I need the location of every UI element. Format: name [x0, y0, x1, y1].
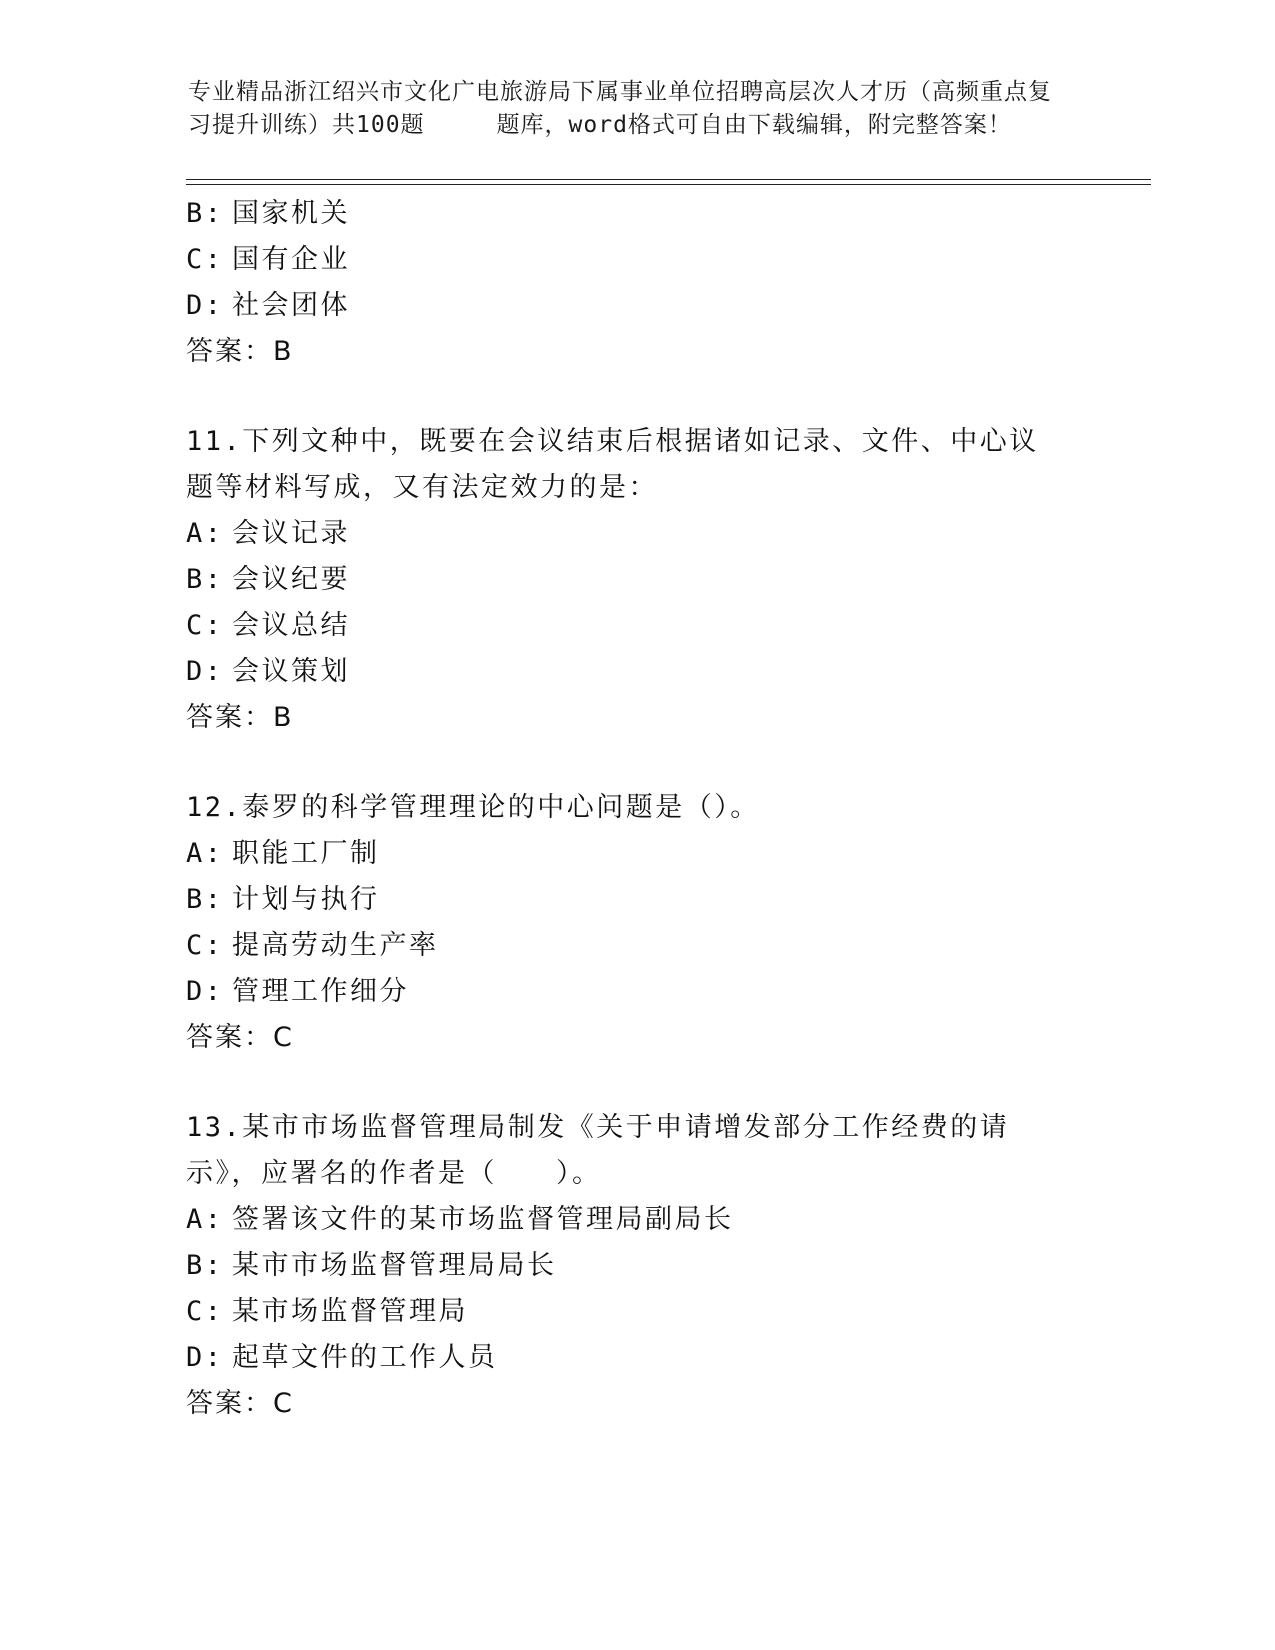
- question-list: [186, 191, 1086, 1427]
- option-d: [186, 649, 1086, 695]
- option-letter: B:: [186, 564, 224, 595]
- option-letter: D:: [186, 976, 224, 1007]
- option-a: [186, 831, 1086, 877]
- option-d: [186, 1335, 1086, 1381]
- option-d: [186, 969, 1086, 1015]
- answer-line: 答案：C: [186, 1022, 294, 1053]
- page-header: [188, 76, 1088, 142]
- header-line-2b: 题库，word格式可自由下载编辑，附完整答案！: [496, 112, 1012, 138]
- question-text: 11.下列文种中，既要在会议结束后根据诸如记录、文件、中心议题等材料写成，又有法定效力的是：: [186, 426, 1039, 503]
- question-10-tail: [186, 191, 1086, 375]
- option-b: [186, 191, 1086, 237]
- option-letter: B:: [186, 1250, 224, 1281]
- spacer: [186, 1061, 1086, 1105]
- question-11: [186, 419, 1086, 741]
- option-letter: A:: [186, 518, 224, 549]
- option-text: 会议策划: [232, 656, 350, 687]
- answer-line: 答案：B: [186, 702, 294, 733]
- option-text: 会议纪要: [232, 564, 350, 595]
- option-letter: A:: [186, 1204, 224, 1235]
- option-text: 提高劳动生产率: [232, 930, 439, 961]
- option-text: 职能工厂制: [232, 838, 380, 869]
- option-d: [186, 283, 1086, 329]
- option-c: [186, 923, 1086, 969]
- question-13: [186, 1105, 1086, 1427]
- option-text: 起草文件的工作人员: [232, 1342, 498, 1373]
- answer-line: 答案：B: [186, 336, 294, 367]
- option-letter: B:: [186, 198, 224, 229]
- header-rule-bottom: [186, 184, 1151, 185]
- option-text: 会议总结: [232, 610, 350, 641]
- option-text: 社会团体: [232, 290, 350, 321]
- option-letter: C:: [186, 610, 224, 641]
- option-a: [186, 511, 1086, 557]
- header-line-2a: 习提升训练）共100题: [188, 112, 425, 138]
- option-text: 会议记录: [232, 518, 350, 549]
- option-c: [186, 603, 1086, 649]
- question-12: [186, 785, 1086, 1061]
- option-letter: D:: [186, 290, 224, 321]
- spacer: [186, 741, 1086, 785]
- option-letter: D:: [186, 1342, 224, 1373]
- option-text: 国有企业: [232, 244, 350, 275]
- option-c: [186, 1289, 1086, 1335]
- option-b: [186, 1243, 1086, 1289]
- option-text: 国家机关: [232, 198, 350, 229]
- answer-line: 答案：C: [186, 1388, 294, 1419]
- header-line-2: [188, 109, 1088, 142]
- option-b: [186, 557, 1086, 603]
- option-letter: C:: [186, 1296, 224, 1327]
- header-line-1: 专业精品浙江绍兴市文化广电旅游局下属事业单位招聘高层次人才历（高频重点复: [188, 79, 1052, 105]
- option-letter: C:: [186, 244, 224, 275]
- option-b: [186, 877, 1086, 923]
- option-letter: A:: [186, 838, 224, 869]
- option-a: [186, 1197, 1086, 1243]
- header-rule-top: [186, 179, 1151, 180]
- option-c: [186, 237, 1086, 283]
- option-letter: B:: [186, 884, 224, 915]
- question-text: 12.泰罗的科学管理理论的中心问题是（）。: [186, 792, 760, 823]
- option-text: 某市市场监督管理局局长: [232, 1250, 557, 1281]
- option-letter: D:: [186, 656, 224, 687]
- option-text: 管理工作细分: [232, 976, 409, 1007]
- option-text: 签署该文件的某市场监督管理局副局长: [232, 1204, 734, 1235]
- option-text: 某市场监督管理局: [232, 1296, 468, 1327]
- spacer: [186, 375, 1086, 419]
- option-letter: C:: [186, 930, 224, 961]
- option-text: 计划与执行: [232, 884, 380, 915]
- question-text: 13.某市市场监督管理局制发《关于申请增发部分工作经费的请示》，应署名的作者是（ ）。: [186, 1112, 1010, 1189]
